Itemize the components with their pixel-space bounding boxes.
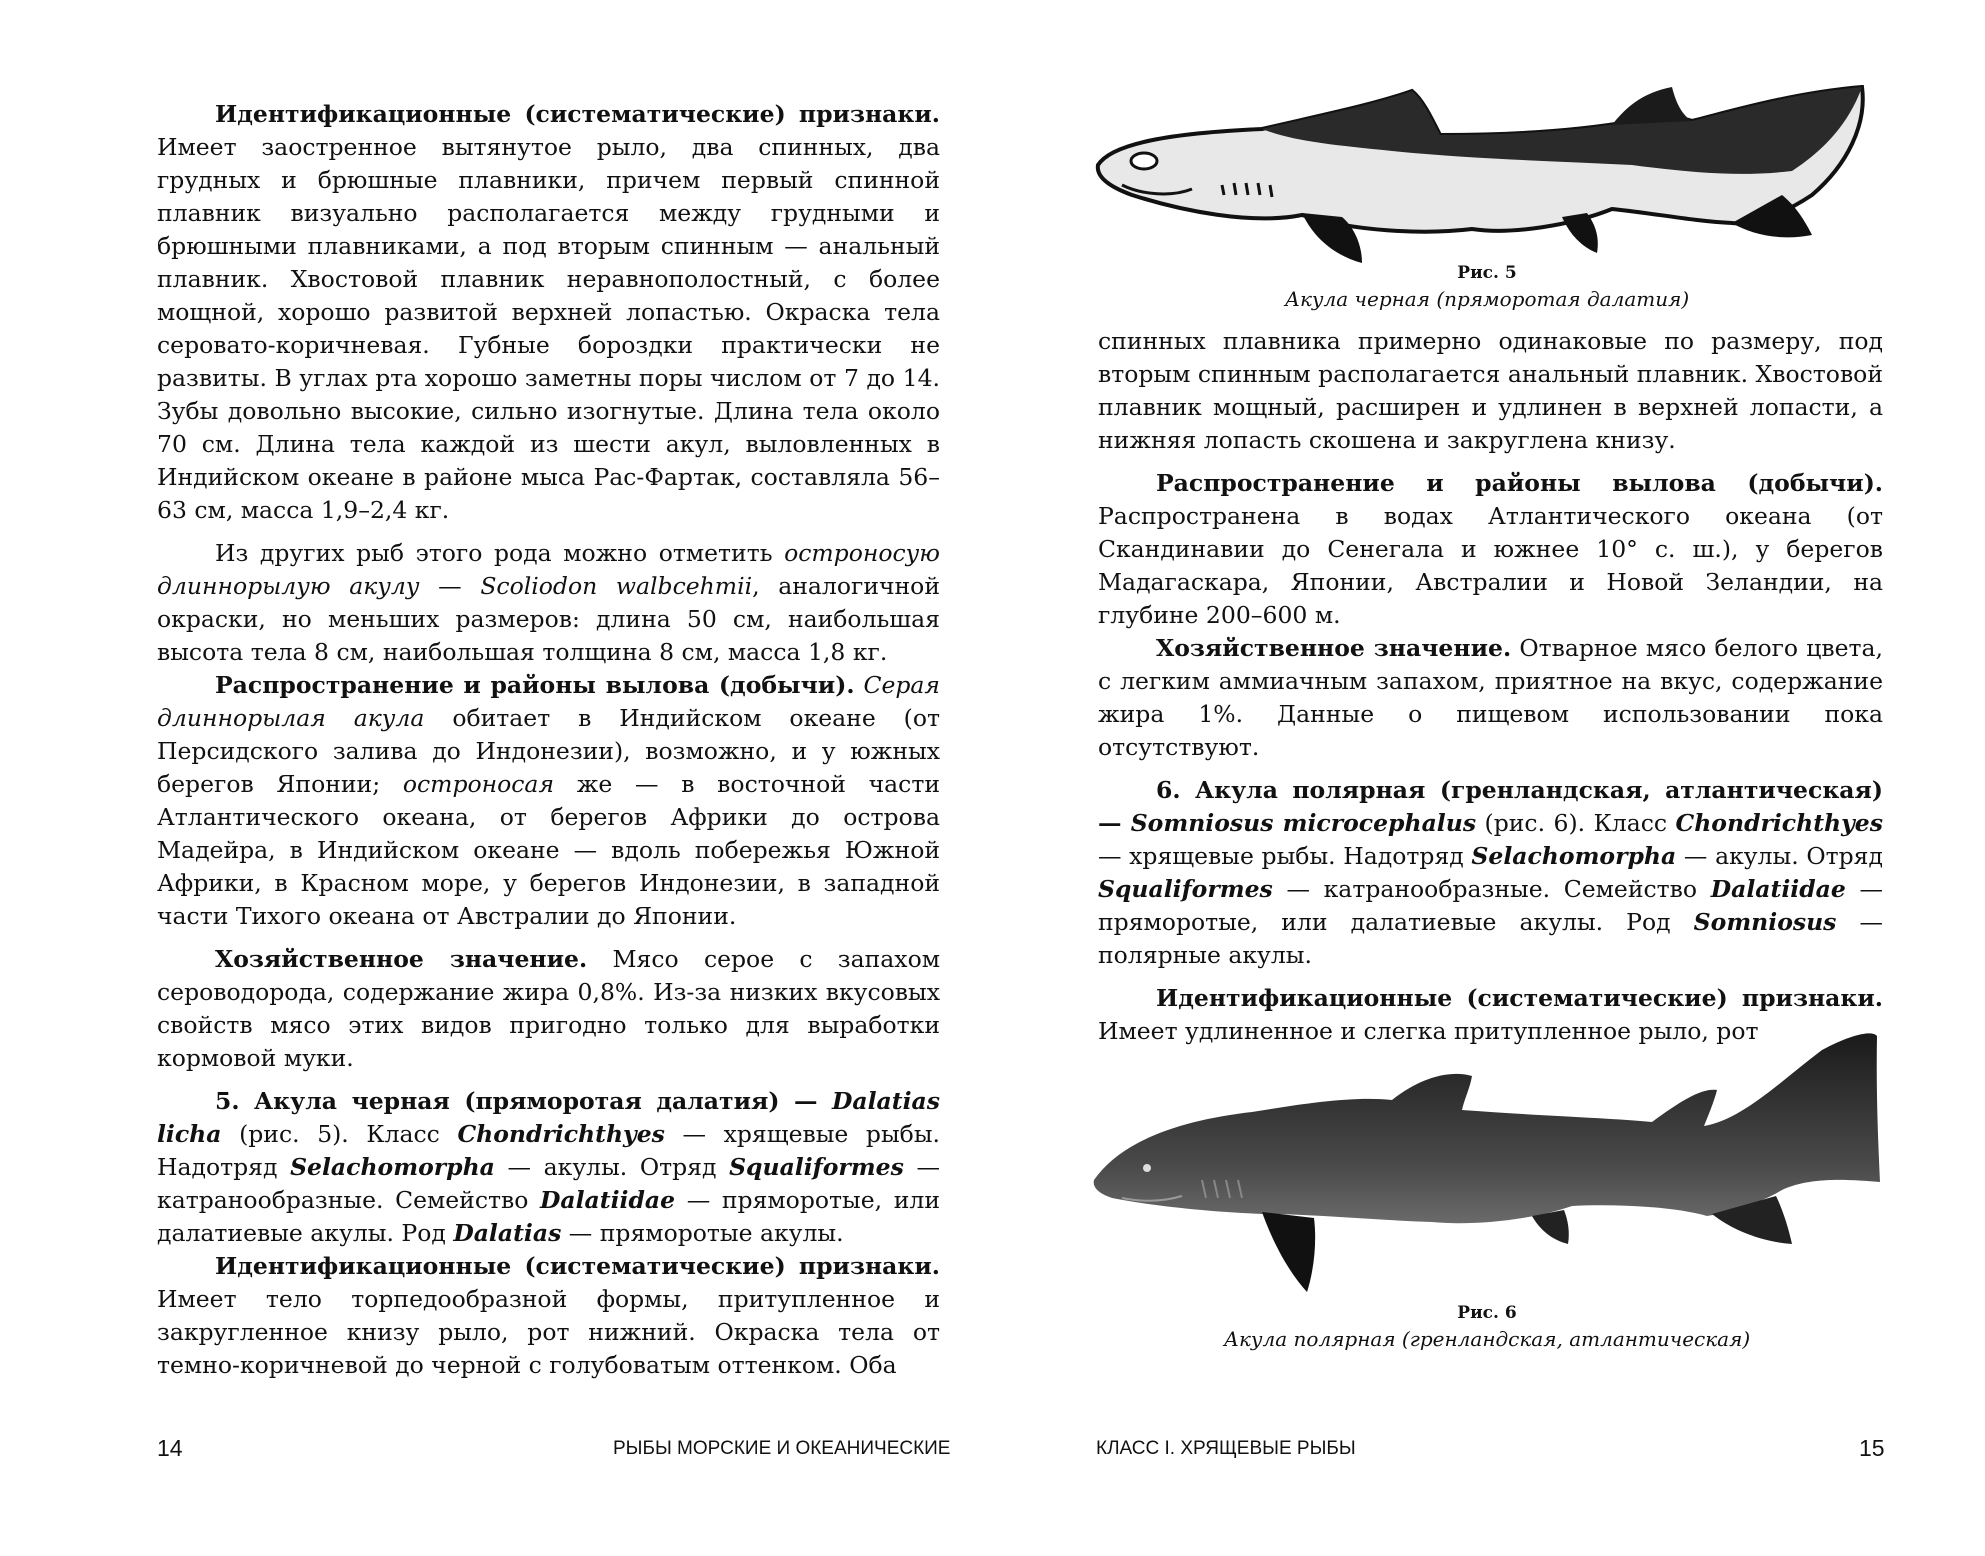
- text-run: (рис. 5). Класс: [221, 1120, 458, 1148]
- text-run: же — в восточной части Атлантического океана, от берегов Африки до острова Мадейра, в Индийском океане — вдоль побережья Южной Африки, в Красном море, у берегов Индонезии, в западной части Тихого океана от Австралии до Японии.: [157, 770, 940, 930]
- italic-term: Dalatias licha: [157, 1087, 940, 1148]
- right-page: [992, 0, 1985, 1556]
- figure-5-number: Рис. 5: [1457, 263, 1517, 283]
- text-run: Из других рыб этого рода можно отметить: [215, 539, 785, 567]
- black-shark-illustration: [1092, 85, 1882, 265]
- running-title-left: РЫБЫ МОРСКИЕ И ОКЕАНИЧЕСКИЕ: [613, 1438, 951, 1459]
- paragraph: [157, 98, 940, 527]
- text-run: —: [419, 572, 481, 600]
- text-run: Имеет тело торпедообразной формы, притупленное и закругленное книзу рыло, рот нижний. Окраска тела от темно-коричневой до черной с голубоватым оттенком. Оба: [157, 1285, 940, 1379]
- text-run: — акулы. Отряд: [1676, 842, 1883, 870]
- paragraph: [1098, 632, 1883, 764]
- text-run: — акулы. Отряд: [494, 1153, 730, 1181]
- italic-term: Somniosus microcephalus: [1130, 809, 1477, 837]
- running-title-right: КЛАСС I. ХРЯЩЕВЫЕ РЫБЫ: [1096, 1438, 1356, 1459]
- text-run: Отварное мясо белого цвета, с легким аммиачным запахом, приятное на вкус, содержание жира 1%. Данные о пищевом использовании пока отсутствуют.: [1098, 634, 1883, 761]
- bold-heading-text: Распространение и районы вылова (добычи).: [215, 671, 855, 699]
- text-run: — катранообразные. Семейство: [1272, 875, 1711, 903]
- figure-6: [1092, 1030, 1882, 1351]
- text-run: — пряморотые, или далатиевые акулы. Род: [157, 1186, 940, 1247]
- text-run: — пряморотые, или далатиевые акулы. Род: [1098, 875, 1883, 936]
- bold-heading-text: Идентификационные (систематические) признаки.: [1156, 984, 1883, 1012]
- paragraph: [1098, 774, 1883, 972]
- text-run: — хрящевые рыбы. Надотряд: [1098, 842, 1472, 870]
- text-run: — пряморотые акулы.: [561, 1219, 844, 1247]
- text-run: Имеет заостренное вытянутое рыло, два спинных, два грудных и брюшные плавники, причем первый спинной плавник визуально располагается между грудными и брюшными плавниками, а под вторым спинным — анальный плавник. Хвостовой плавник неравнополостный, с более мощной, хорошо развитой верхней лопастью. Окраска тела серовато-коричневая. Губные бороздки практически не развиты. В углах рта хорошо заметны поры числом от 7 до 14. Зубы довольно высокие, сильно изогнутые. Длина тела около 70 см. Длина тела каждой из шести акул, выловленных в Индийском океане в районе мыса Рас-Фартак, составляла 56–63 см, масса 1,9–2,4 кг.: [157, 133, 940, 524]
- text-run: , аналогичной окраски, но меньших размеров: длина 50 см, наибольшая высота тела 8 см, наибольшая толщина 8 см, масса 1,8 кг.: [157, 572, 940, 666]
- bold-heading-text: 6. Акула полярная (гренландская, атлантическая) —: [1098, 776, 1883, 837]
- page-number-left: 14: [157, 1435, 183, 1461]
- italic-term: Серая длиннорылая акула: [157, 671, 940, 732]
- italic-term: Squaliformes: [1098, 875, 1273, 903]
- italic-term: Chondrichthyes: [1675, 809, 1883, 837]
- page-number-right: 15: [1859, 1435, 1885, 1461]
- paragraph: [1098, 325, 1883, 457]
- italic-term: Somniosus: [1693, 908, 1837, 936]
- text-run: — катранообразные. Семейство: [157, 1153, 940, 1214]
- figure-6-number: Рис. 6: [1457, 1303, 1517, 1323]
- text-run: (рис. 6). Класс: [1476, 809, 1676, 837]
- figure-5-caption: Акула черная (пряморотая далатия): [1284, 287, 1690, 311]
- text-run: Мясо серое с запахом сероводорода, содержание жира 0,8%. Из-за низких вкусовых свойств мясо этих видов пригодно только для выработки кормовой муки.: [157, 945, 940, 1072]
- bold-heading-text: Идентификационные (систематические) признаки.: [215, 1252, 940, 1280]
- italic-term: остроносую длиннорылую акулу: [157, 539, 940, 600]
- text-run: Имеет удлиненное и слегка притупленное рыло, рот: [1098, 1017, 1759, 1045]
- left-page: [0, 0, 992, 1556]
- italic-term: Squaliformes: [729, 1153, 904, 1181]
- italic-term: остроносая: [402, 770, 555, 798]
- italic-term: Selachomorpha: [290, 1153, 495, 1181]
- italic-term: Dalatias: [453, 1219, 562, 1247]
- italic-term: Dalatiidae: [540, 1186, 676, 1214]
- text-run: — хрящевые рыбы. Надотряд: [157, 1120, 940, 1181]
- right-text-column: [1098, 325, 1883, 1048]
- bold-heading-text: Хозяйственное значение.: [215, 945, 588, 973]
- polar-shark-illustration: [1092, 1030, 1882, 1295]
- paragraph: [157, 537, 940, 669]
- bold-heading-text: Распространение и районы вылова (добычи).: [1156, 469, 1883, 497]
- left-text-column: [157, 98, 940, 1382]
- bold-heading-text: Хозяйственное значение.: [1156, 634, 1512, 662]
- bold-heading-text: Идентификационные (систематические) признаки.: [215, 100, 940, 128]
- paragraph: [157, 1250, 940, 1382]
- paragraph: [157, 669, 940, 933]
- paragraph: [1098, 467, 1883, 632]
- italic-term: Chondrichthyes: [457, 1120, 665, 1148]
- text-run: — полярные акулы.: [1098, 908, 1883, 969]
- italic-term: Dalatiidae: [1710, 875, 1846, 903]
- italic-term: Scoliodon walbcehmii: [480, 572, 753, 600]
- figure-5: [1092, 85, 1882, 315]
- text-run: спинных плавника примерно одинаковые по размеру, под вторым спинным располагается анальный плавник. Хвостовой плавник мощный, расширен и удлинен в верхней лопасти, а нижняя лопасть скошена и закруглена книзу.: [1098, 327, 1883, 454]
- text-run: обитает в Индийском океане (от Персидского залива до Индонезии), возможно, и у южных берегов Японии;: [157, 704, 940, 798]
- paragraph: [157, 1085, 940, 1250]
- text-run: Распространена в водах Атлантического океана (от Скандинавии до Сенегала и южнее 10° с. ш.), у берегов Мадагаскара, Японии, Австралии и Новой Зеландии, на глубине 200–600 м.: [1098, 502, 1883, 629]
- figure-6-caption: Акула полярная (гренландская, атлантическая): [1223, 1327, 1751, 1351]
- italic-term: Selachomorpha: [1471, 842, 1677, 870]
- bold-heading-text: 5. Акула черная (пряморотая далатия) —: [215, 1087, 832, 1115]
- paragraph: [157, 943, 940, 1075]
